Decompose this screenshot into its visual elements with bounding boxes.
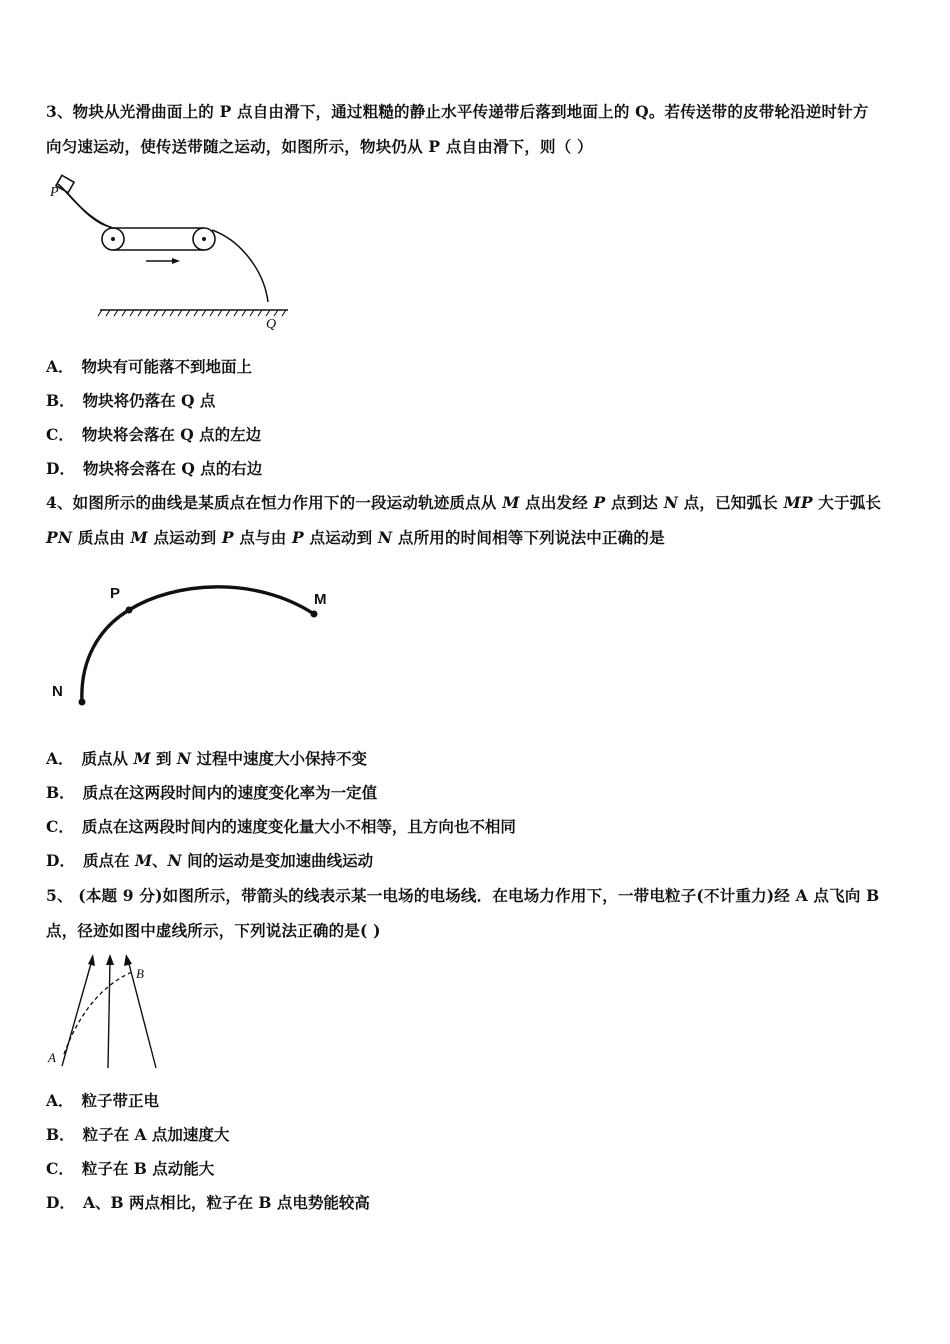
q5-option-c-text: 粒子在 B 点动能大: [81, 1159, 215, 1178]
q5-option-a-text: 粒子带正电: [81, 1091, 160, 1110]
q5-stem-line2: 点，径迹如图中虚线所示，下列说法正确的是( ): [46, 921, 381, 940]
q3-conveyor: [102, 228, 215, 250]
q4-trajectory-figure: [44, 570, 344, 715]
q4-stem-line1: 4、如图所示的曲线是某质点在恒力作用下的一段运动轨迹质点从 M 点出发经 P 点到达 N 点，已知弧长 MP 大于弧长: [46, 493, 882, 512]
q5-option-b[interactable]: [46, 1125, 229, 1145]
q5-field-figure: [44, 950, 174, 1072]
q4-label-m: M: [314, 591, 327, 608]
q3-option-b[interactable]: [46, 391, 215, 411]
q5-field-line-middle: [106, 954, 114, 1068]
q3-belt-arrow: [146, 258, 180, 264]
q5-option-c-label: C．: [46, 1159, 74, 1178]
q3-option-d-text: 物块将会落在 Q 点的右边: [82, 459, 263, 478]
q5-stem: [46, 878, 908, 948]
q5-label-a: A: [48, 1050, 56, 1065]
q5-option-b-label: B．: [46, 1125, 75, 1144]
q4-option-a[interactable]: A． 质点从 M 到 N 过程中速度大小保持不变: [46, 749, 367, 768]
q4-option-b[interactable]: B． 质点在这两段时间内的速度变化率为一定值: [46, 783, 378, 802]
q4-stem: [46, 485, 908, 555]
q3-option-a-text: 物块有可能落不到地面上: [81, 357, 253, 376]
q3-conveyor-figure: [44, 170, 294, 332]
q3-label-q: Q: [266, 317, 277, 332]
q3-trajectory: [212, 230, 268, 302]
q4-point-m: [311, 611, 318, 618]
q5-option-a[interactable]: [46, 1091, 159, 1111]
q3-option-b-text: 物块将仍落在 Q 点: [82, 391, 216, 410]
q3-slope: [58, 184, 113, 228]
q5-option-a-label: A．: [46, 1091, 74, 1110]
q5-label-b: B: [136, 966, 144, 981]
q3-stem-line2: 向匀速运动，使传送带随之运动，如图所示，物块仍从 P 点自由滑下，则（ ）: [46, 137, 593, 156]
q5-option-d-label: D．: [46, 1193, 75, 1212]
q3-option-a[interactable]: [46, 357, 252, 377]
q3-option-d-label: D．: [46, 459, 75, 478]
q3-option-c-text: 物块将会落在 Q 点的左边: [81, 425, 262, 444]
q4-option-d[interactable]: D． 质点在 M、N 间的运动是变加速曲线运动: [46, 851, 374, 870]
q3-stem: [46, 94, 908, 164]
q3-ground: [98, 310, 288, 316]
q4-label-n: N: [52, 683, 63, 700]
q3-option-c[interactable]: [46, 425, 261, 445]
q4-label-p: P: [110, 585, 121, 602]
q3-stem-line1: 3、物块从光滑曲面上的 P 点自由滑下，通过粗糙的静止水平传递带后落到地面上的 Q。若传送带的皮带轮沿逆时针方: [46, 102, 869, 121]
q3-option-b-label: B．: [46, 391, 75, 410]
q4-curve: [82, 587, 314, 702]
q5-option-d[interactable]: [46, 1193, 370, 1213]
q3-option-a-label: A．: [46, 357, 74, 376]
q4-option-c[interactable]: C． 质点在这两段时间内的速度变化量大小不相等，且方向也不相同: [46, 817, 516, 836]
q5-stem-line1: 5、 (本题 9 分)如图所示，带箭头的线表示某一电场的电场线．在电场力作用下，一带电粒子(不计重力)经 A 点飞向 B: [46, 886, 880, 905]
q5-option-d-text: A、B 两点相比，粒子在 B 点电势能较高: [82, 1193, 370, 1212]
q4-stem-line2: PN 质点由 M 点运动到 P 点与由 P 点运动到 N 点所用的时间相等下列说法中正确的是: [46, 528, 665, 547]
q5-field-line-left: [62, 954, 95, 1066]
q5-particle-path: [64, 972, 132, 1054]
q4-point-n: [79, 699, 86, 706]
q3-option-c-label: C．: [46, 425, 74, 444]
q5-option-c[interactable]: [46, 1159, 214, 1179]
q4-point-p: [126, 607, 133, 614]
q3-label-p: P: [50, 185, 59, 200]
q5-option-b-text: 粒子在 A 点加速度大: [82, 1125, 230, 1144]
q3-option-d[interactable]: [46, 459, 262, 479]
